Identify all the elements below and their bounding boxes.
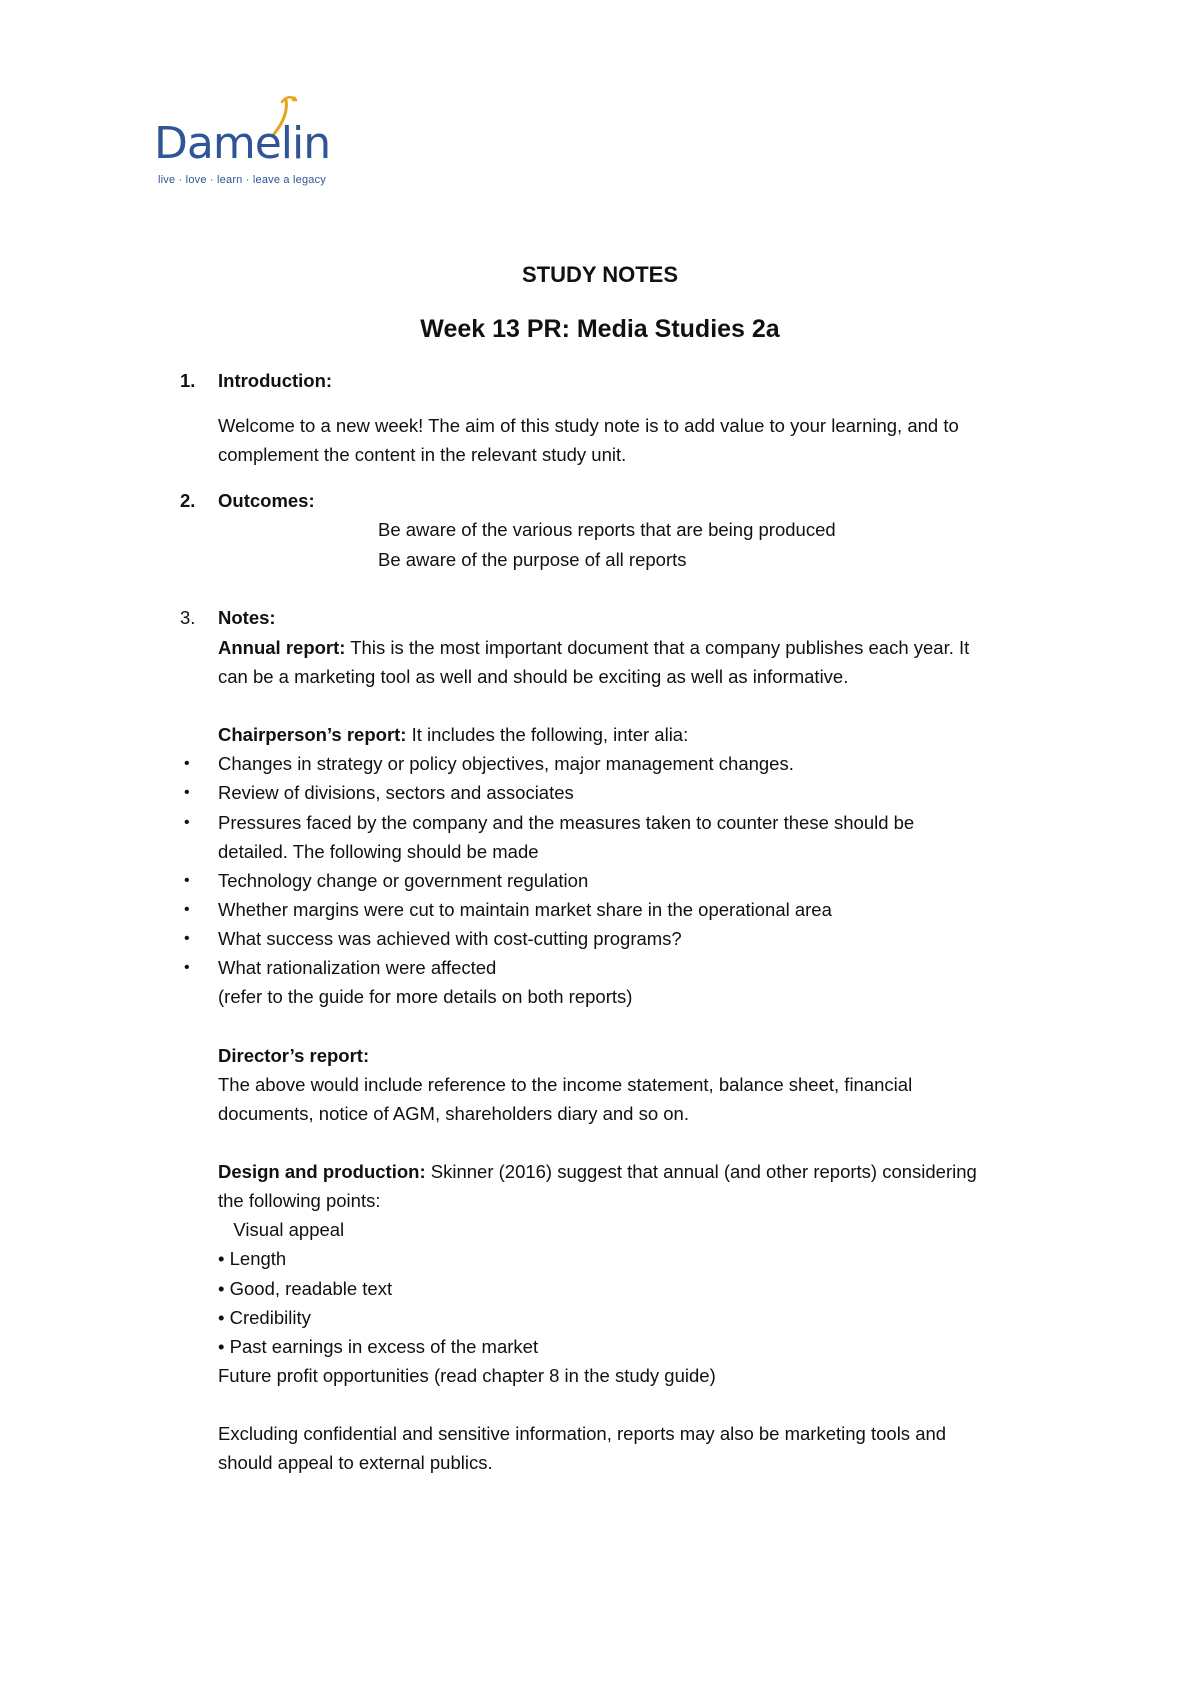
annual-report-line: can be a marketing tool as well and should be exciting as well as informative. bbox=[218, 666, 849, 687]
bullet-icon: • bbox=[184, 872, 190, 889]
document-subtitle: Week 13 PR: Media Studies 2a bbox=[420, 315, 780, 343]
bullet-icon: • bbox=[184, 901, 190, 918]
section-heading-introduction: Introduction: bbox=[218, 370, 333, 391]
chair-bullet-item: What success was achieved with cost-cutting programs? bbox=[218, 928, 682, 949]
chair-bullet-item: What rationalization were affected bbox=[218, 957, 497, 978]
bullet-icon: • bbox=[184, 755, 190, 772]
design-point: • Good, readable text bbox=[218, 1278, 393, 1299]
chairperson-report-text: It includes the following, inter alia: bbox=[406, 724, 689, 745]
design-point: • Credibility bbox=[218, 1307, 311, 1328]
section-number-1: 1. bbox=[180, 370, 196, 391]
design-production-label: Design and production: bbox=[218, 1161, 426, 1182]
outcome-item: Be aware of the various reports that are being produced bbox=[378, 519, 836, 540]
intro-line: Welcome to a new week! The aim of this study note is to add value to your learning, and to bbox=[218, 415, 959, 436]
bullet-icon: • bbox=[184, 959, 190, 976]
design-point: Visual appeal bbox=[218, 1219, 345, 1240]
annual-report-text: This is the most important document that a company publishes each year. It bbox=[345, 637, 970, 658]
chair-bullet-note: (refer to the guide for more details on both reports) bbox=[218, 986, 633, 1007]
design-production-text: Skinner (2016) suggest that annual (and other reports) considering bbox=[425, 1161, 977, 1182]
intro-line: complement the content in the relevant study unit. bbox=[218, 444, 627, 465]
bullet-icon: • bbox=[184, 930, 190, 947]
closing-line: Excluding confidential and sensitive information, reports may also be marketing tools and bbox=[218, 1423, 947, 1444]
closing-line: should appeal to external publics. bbox=[218, 1452, 493, 1473]
chair-bullet-item: Technology change or government regulation bbox=[218, 870, 589, 891]
chairperson-report-paragraph bbox=[218, 723, 688, 747]
chair-bullet-item: Pressures faced by the company and the measures taken to counter these should be bbox=[218, 812, 915, 833]
chair-bullet-continuation: detailed. The following should be made bbox=[218, 841, 539, 862]
annual-report-label: Annual report: bbox=[218, 637, 346, 658]
director-report-line: The above would include reference to the income statement, balance sheet, financial bbox=[218, 1074, 913, 1095]
chair-bullet-item: Review of divisions, sectors and associates bbox=[218, 782, 574, 803]
director-report-line: documents, notice of AGM, shareholders diary and so on. bbox=[218, 1103, 689, 1124]
annual-report-paragraph bbox=[218, 636, 969, 660]
design-point: • Past earnings in excess of the market bbox=[218, 1336, 539, 1357]
design-point: Future profit opportunities (read chapter 8 in the study guide) bbox=[218, 1365, 716, 1386]
section-number-3: 3. bbox=[180, 607, 196, 628]
section-number-2: 2. bbox=[180, 490, 196, 511]
bullet-icon: • bbox=[184, 784, 190, 801]
damelin-logo bbox=[154, 94, 344, 190]
section-heading-notes: Notes: bbox=[218, 607, 276, 628]
logo-tagline: live · love · learn · leave a legacy bbox=[158, 174, 326, 186]
logo-wordmark: Damelin bbox=[154, 118, 331, 169]
chair-bullet-item: Whether margins were cut to maintain market share in the operational area bbox=[218, 899, 832, 920]
design-production-line: the following points: bbox=[218, 1190, 381, 1211]
chairperson-report-label: Chairperson’s report: bbox=[218, 724, 407, 745]
bullet-icon: • bbox=[184, 814, 190, 831]
document-title: STUDY NOTES bbox=[521, 262, 679, 287]
director-report-label: Director’s report: bbox=[218, 1045, 370, 1066]
design-production-paragraph bbox=[218, 1160, 977, 1184]
section-heading-outcomes: Outcomes: bbox=[218, 490, 315, 511]
design-point: • Length bbox=[218, 1248, 287, 1269]
chair-bullet-item: Changes in strategy or policy objectives, major management changes. bbox=[218, 753, 794, 774]
outcome-item: Be aware of the purpose of all reports bbox=[378, 549, 687, 570]
